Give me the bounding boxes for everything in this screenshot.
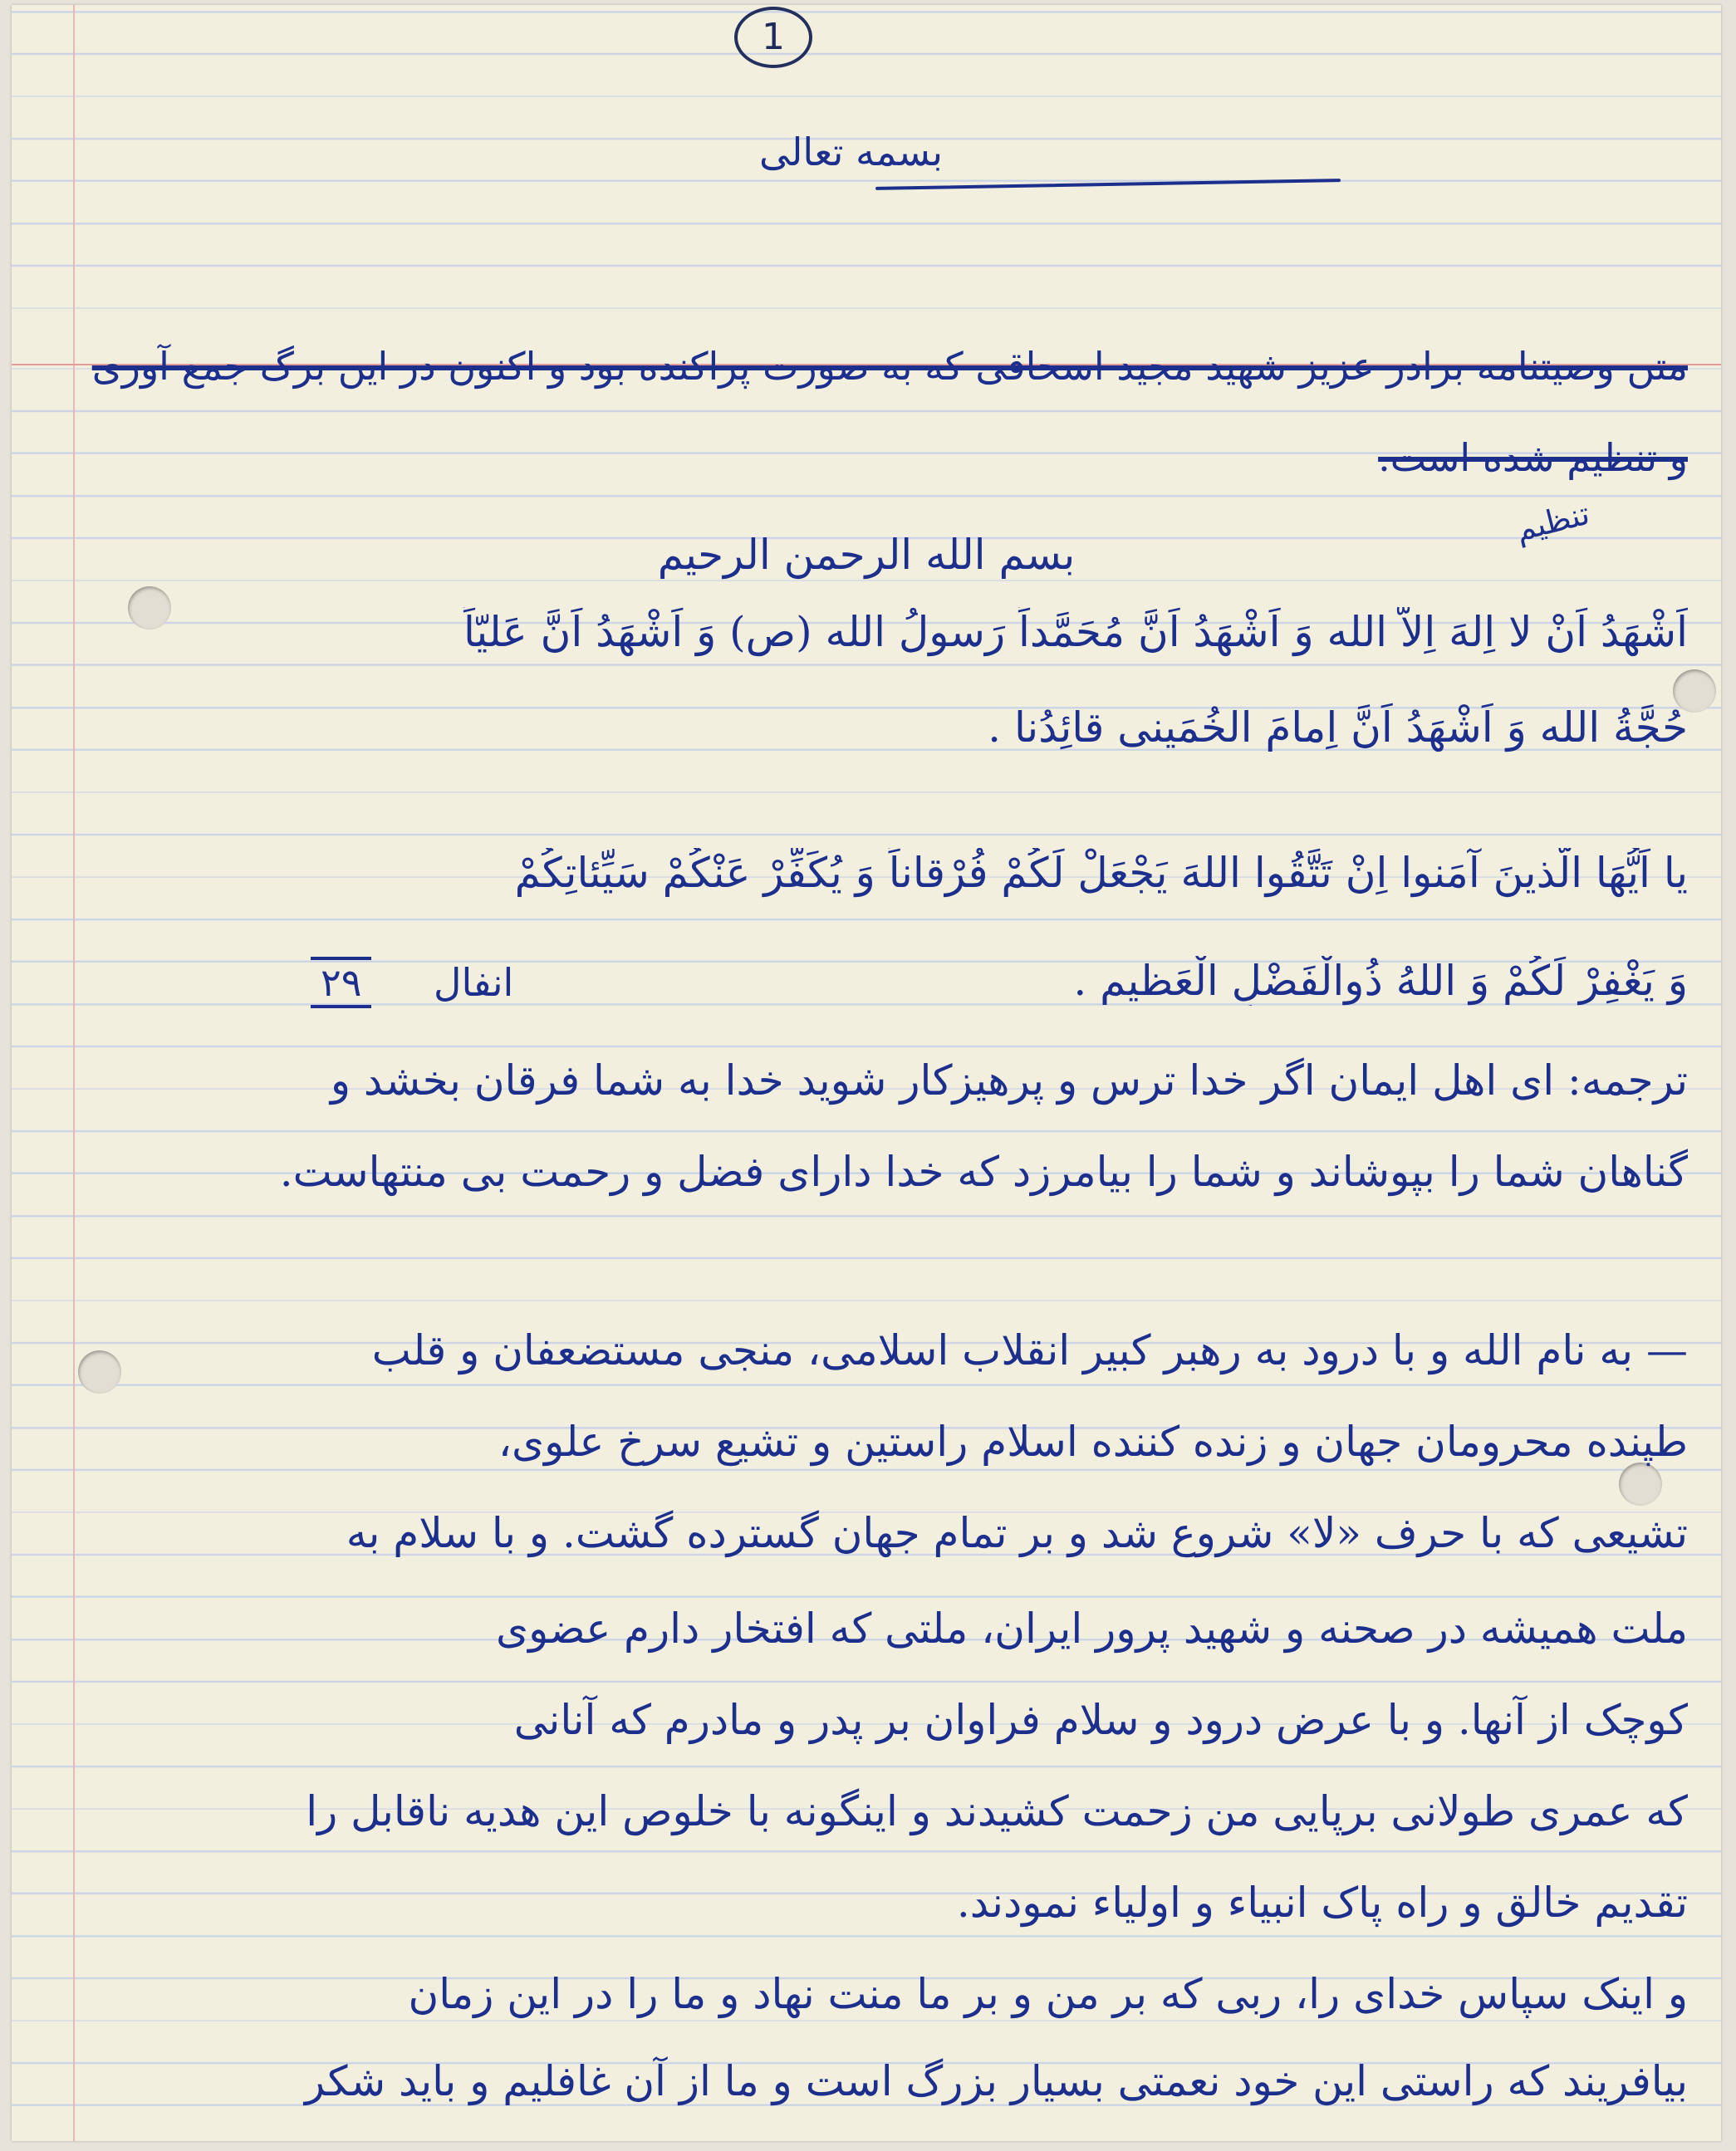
quran-line-2: وَ یَغْفِرْ لَکُمْ وَ اللهُ ذُوالْفَضْلِ الْعَظیم . (1073, 957, 1688, 1005)
punch-hole (1619, 1463, 1662, 1506)
notebook-page (12, 5, 1721, 2141)
body-line-3: تشیعی که با حرف «لا» شروع شد و بر تمام جهان گسترده گشت. و با سلام به (346, 1509, 1688, 1557)
shahada-line-1: اَشْهَدُ اَنْ لا اِلهَ اِلاّ الله وَ اَشْهَدُ اَنَّ مُحَمَّداً رَسولُ الله (ص) وَ اَشْهَدُ اَنَّ عَلیّاً (463, 608, 1688, 656)
body-line-7: تقدیم خالق و راه پاک انبیاء و اولیاء نمودند. (956, 1879, 1688, 1927)
margin-note: تنظیم (1512, 494, 1593, 549)
verse-number: ۲۹ (311, 957, 371, 1008)
body-line-4: ملت همیشه در صحنه و شهید پرور ایران، ملتی که افتخار دارم عضوی (496, 1605, 1688, 1653)
body-line-1: — به نام الله و با درود به رهبر کبیر انقلاب اسلامی، منجی مستضعفان و قلب (371, 1326, 1688, 1374)
body-line-5: کوچک از آنها. و با عرض درود و سلام فراوان بر پدر و مادرم که آنانی (513, 1696, 1688, 1744)
body-line-6: که عمری طولانی برپایی من زحمت کشیدند و اینگونه با خلوص این هدیه ناقابل را (306, 1787, 1688, 1835)
bismillah: بسم الله الرحمن الرحیم (657, 531, 1076, 579)
translation-line-2: گناهان شما را بپوشاند و شما را بیامرزد که خدا دارای فضل و رحمت بی منتهاست. (279, 1148, 1688, 1196)
body-line-9: بیافریند که راستی این خود نعمتی بسیار بزرگ است و ما از آن غافلیم و باید شکر (305, 2057, 1688, 2105)
verse-reference (311, 960, 513, 1005)
page-title: بسمه تعالی (759, 130, 944, 174)
struck-heading-line-1: متن وصیتنامه برادر عزیز شهید مجید اسحاقی که به صورت پراکنده بود و اکنون در این برگ جمع آوری (91, 344, 1688, 389)
body-line-8: و اینک سپاس خدای را، ربی که بر من و بر ما منت نهاد و ما را در این زمان (408, 1970, 1688, 2018)
quran-line-1: یا اَیُّهَا الَّذینَ آمَنوا اِنْ تَتَّقُوا اللهَ یَجْعَلْ لَکُمْ فُرْقاناً وَ یُکَفِّرْ عَنْکُمْ سَیِّئاتِکُمْ (514, 849, 1688, 897)
translation-line-1: ترجمه: ای اهل ایمان اگر خدا ترس و پرهیزکار شوید خدا به شما فرقان بخشد و (330, 1056, 1688, 1105)
struck-heading-line-2: و تنظیم شده است. (1378, 435, 1688, 480)
surah-name: انفال (434, 960, 514, 1005)
page-number: 1 (734, 7, 812, 68)
body-line-2: طپنده محرومان جهان و زنده کننده اسلام راستین و تشیع سرخ علوی، (498, 1418, 1688, 1466)
title-underline (875, 179, 1341, 190)
shahada-line-2: حُجَّةُ الله وَ اَشْهَدُ اَنَّ اِمامَ الخُمَینی قائِدُنا . (988, 703, 1688, 752)
